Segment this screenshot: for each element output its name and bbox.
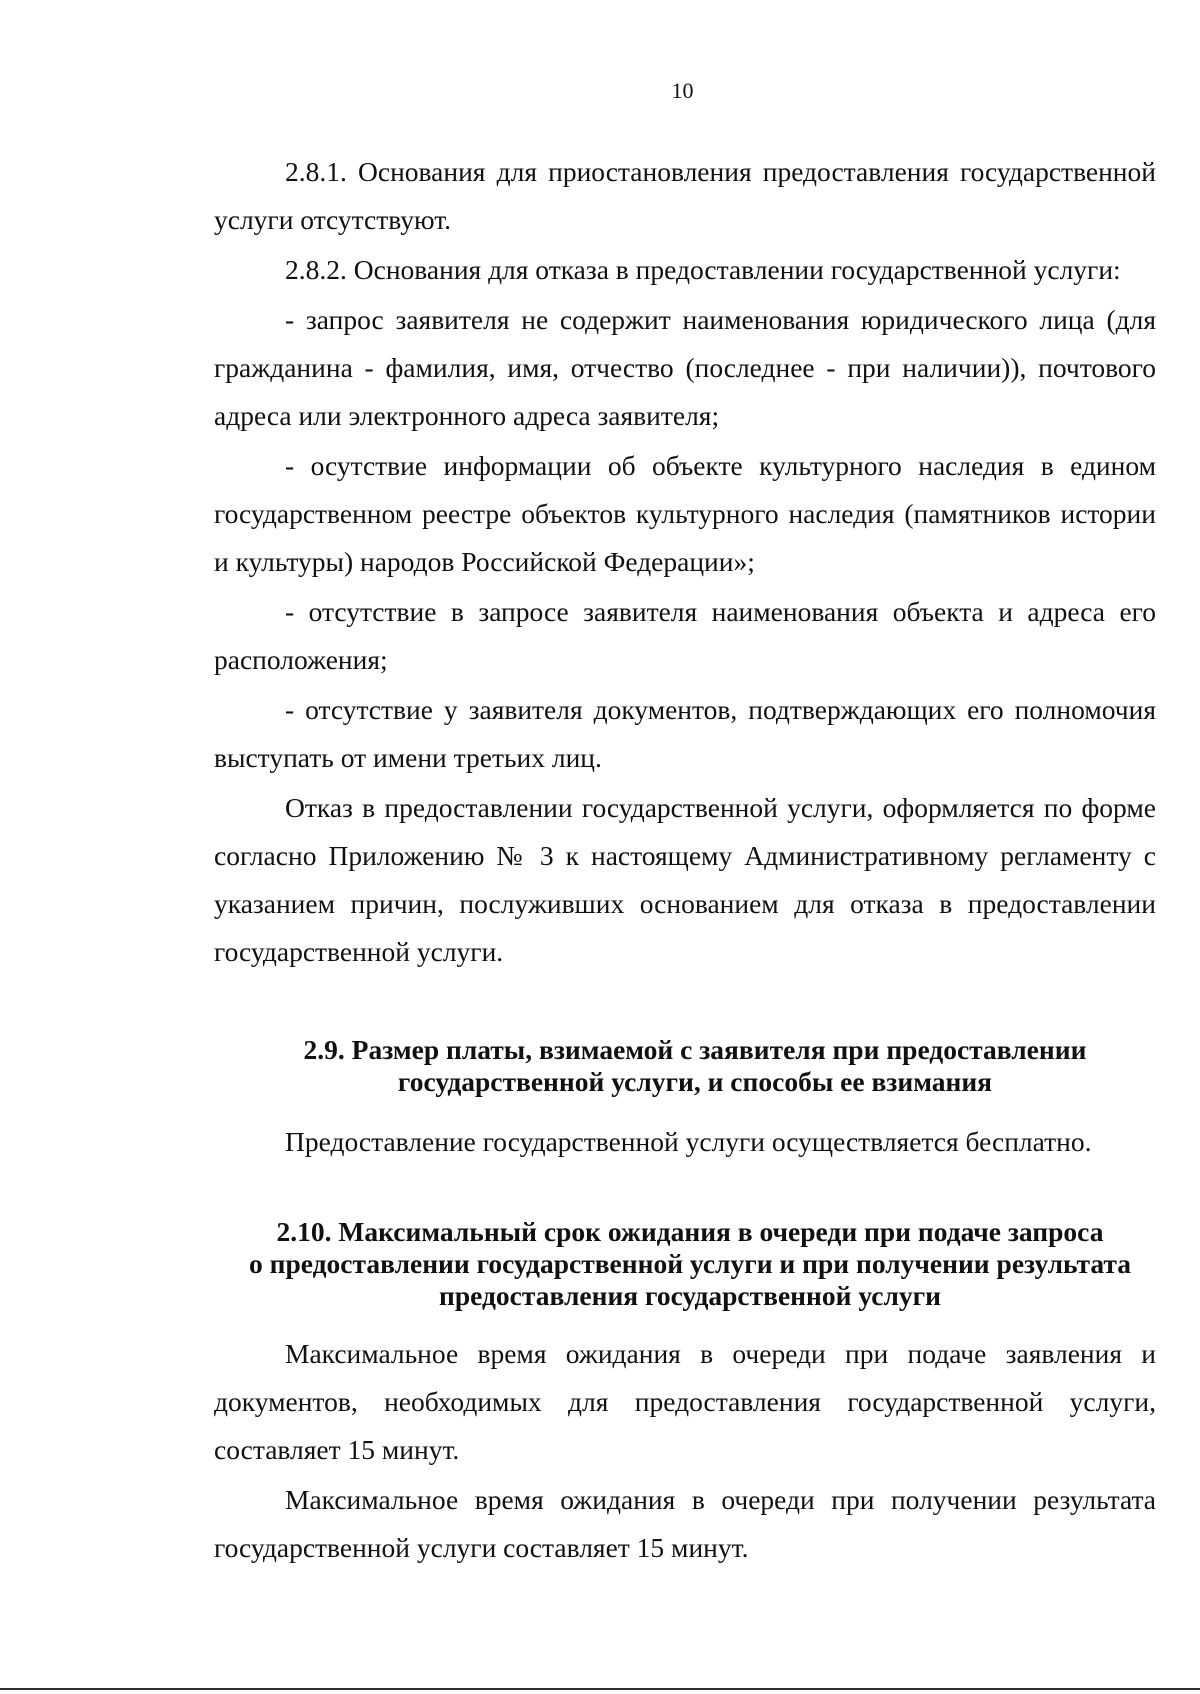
list-item-no-object-address: - отсутствие в запросе заявителя наименования объекта и адреса его расположения; (214, 596, 1156, 675)
paragraph-wait-result: Максимальное время ожидания в очереди при получении результата государственной услуги составляет 15 минут. (214, 1484, 1156, 1563)
paragraph-2-8-1: 2.8.1. Основания для приостановления предоставления государственной услуги отсутствуют. (214, 156, 1156, 235)
section-heading-2-10-line3: предоставления государственной услуги (439, 1280, 941, 1311)
list-item-no-authority-docs: - отсутствие у заявителя документов, подтверждающих его полномочия выступать от имени третьих лиц. (214, 694, 1156, 773)
paragraph-free-service: Предоставление государственной услуги осуществляется бесплатно. (285, 1126, 1092, 1157)
page-number: 10 (671, 78, 694, 103)
section-heading-2-10-line2: о предоставлении государственной услуги и при получении результата (249, 1248, 1131, 1279)
list-item-missing-name: - запрос заявителя не содержит наименования юридического лица (для гражданина - фамилия, имя, отчество (последнее - при наличии)), почтового адреса или электронного адреса заявителя; (214, 304, 1156, 431)
paragraph-wait-submission: Максимальное время ожидания в очереди при подаче заявления и документов, необходимых для предоставления государственной услуги, составляет 15 минут. (214, 1338, 1156, 1465)
document-body (214, 148, 1156, 1574)
paragraph-2-8-2: 2.8.2. Основания для отказа в предоставлении государственной услуги: (285, 254, 1121, 285)
paragraph-refusal-form: Отказ в предоставлении государственной услуги, оформляется по форме согласно Приложению № 3 к настоящему Административному регламенту с указанием причин, послуживших основанием для отказа в предоставлении государственной услуги. (214, 792, 1156, 967)
section-heading-2-9 (214, 1034, 1156, 1098)
page-bottom-divider (0, 1688, 1200, 1690)
section-heading-2-9-line2: государственной услуги, и способы ее взимания (397, 1066, 993, 1097)
section-heading-2-9-line1: 2.9. Размер платы, взимаемой с заявителя при предоставлении (303, 1034, 1087, 1065)
list-item-no-heritage-info: - осутствие информации об объекте культурного наследия в едином государственном реестре объектов культурного наследия (памятников истории и культуры) народов Российской Федерации»; (214, 450, 1156, 577)
section-heading-2-10 (214, 1216, 1156, 1312)
section-heading-2-10-line1: 2.10. Максимальный срок ожидания в очереди при подаче запроса (276, 1216, 1104, 1247)
